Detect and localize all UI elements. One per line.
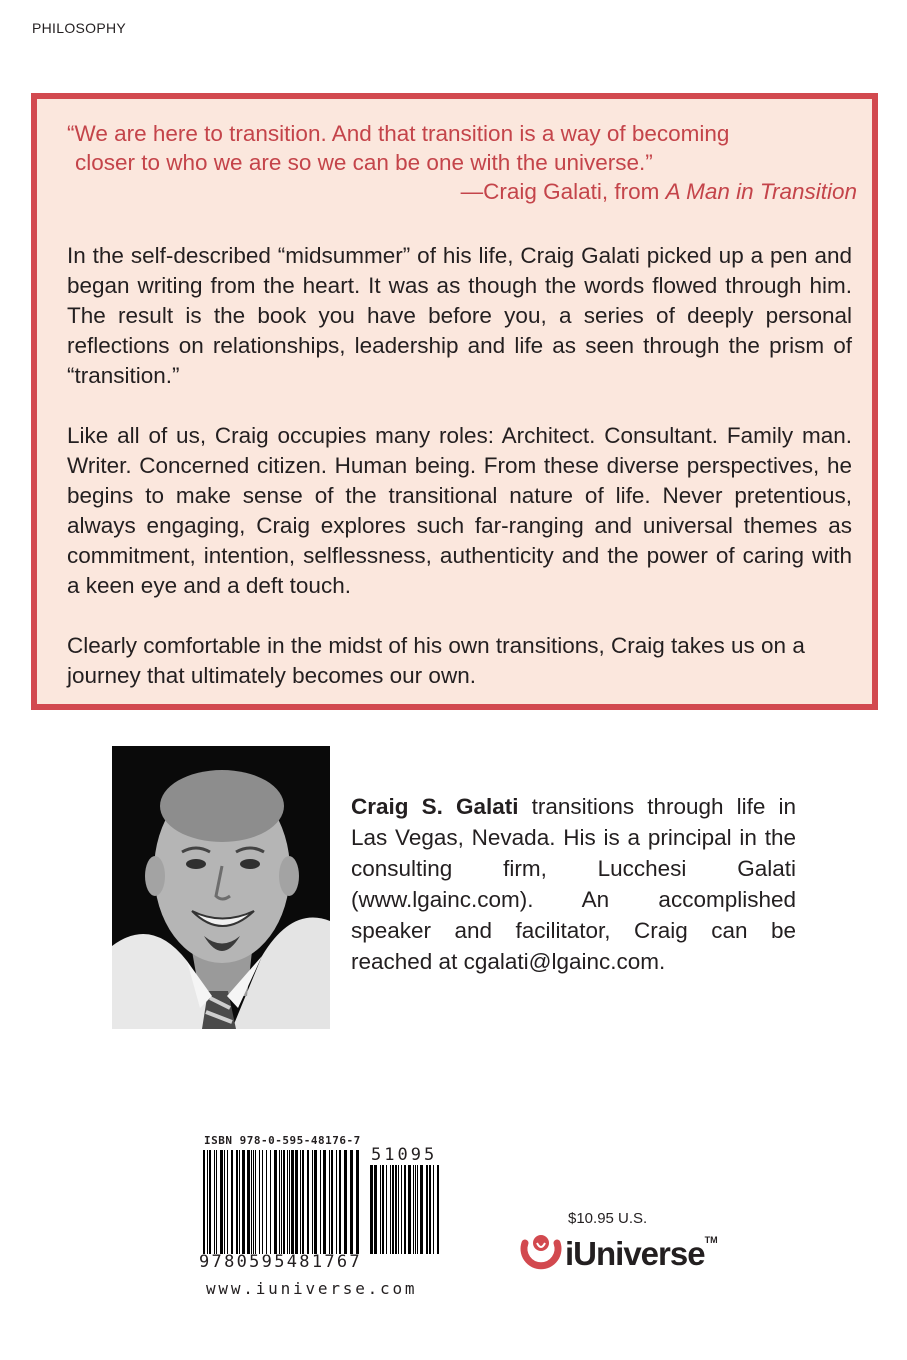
- price-label: $10.95 U.S.: [568, 1210, 648, 1227]
- barcode-bar: [220, 1150, 223, 1254]
- barcode-bar: [433, 1165, 434, 1254]
- author-bio-text: transitions through life in Las Vegas, Nevada. His is a principal in the consulting firm, Lucchesi Galati (www.lgainc.com). An accomplished speaker and facilitator, Craig can be reached at cgalati@lgainc.com.: [351, 794, 796, 974]
- barcode-bar: [300, 1150, 301, 1254]
- barcode-bar: [415, 1165, 416, 1254]
- quote-book-title: A Man in Transition: [665, 179, 857, 204]
- quote-attribution-prefix: —Craig Galati, from: [460, 179, 666, 204]
- barcode-bar: [251, 1150, 252, 1254]
- barcode-bar: [350, 1150, 353, 1254]
- trademark: TM: [704, 1235, 718, 1245]
- publisher-website: www.iuniverse.com: [206, 1279, 418, 1298]
- barcode-bar: [214, 1150, 215, 1254]
- author-photo: [112, 746, 330, 1029]
- barcode-bar: [227, 1150, 228, 1254]
- barcode-bar: [380, 1165, 381, 1254]
- barcode-bar: [259, 1150, 260, 1254]
- barcode-bar: [429, 1165, 431, 1254]
- blurb-box: [31, 93, 878, 710]
- quote-line-2: closer to who we are so we can be one with the universe.”: [75, 150, 653, 175]
- barcode-bar: [426, 1165, 428, 1254]
- barcode-bar: [370, 1165, 373, 1254]
- iuniverse-logo-icon: [519, 1231, 563, 1277]
- barcode-bar: [307, 1150, 309, 1254]
- barcode-bar: [224, 1150, 225, 1254]
- isbn-barcode: [203, 1150, 361, 1254]
- barcode-bar: [262, 1150, 263, 1254]
- barcode-bar: [266, 1150, 267, 1254]
- barcode-bar: [323, 1150, 326, 1254]
- price-addon-barcode: [370, 1165, 440, 1254]
- barcode-bar: [291, 1150, 294, 1254]
- barcode-bar: [242, 1150, 245, 1254]
- barcode-bar: [279, 1150, 280, 1254]
- barcode-bar: [209, 1150, 211, 1254]
- author-bio: [351, 791, 796, 977]
- barcode-bar: [302, 1150, 304, 1254]
- barcode-bar: [356, 1150, 359, 1254]
- description-paragraph-2: Like all of us, Craig occupies many roles: Architect. Consultant. Family man. Writer. Concerned citizen. Human being. From these diverse perspectives, he begins to make sense of the transitional nature of life. Never pretentious, always engaging, Craig explores such far-ranging and universal themes as commitment, intention, selflessness, authenticity and the power of caring with a keen eye and a deft touch.: [67, 423, 852, 598]
- barcode-bar: [216, 1150, 217, 1254]
- description-paragraph-1: In the self-described “midsummer” of his life, Craig Galati picked up a pen and began writing from the heart. It was as though the words flowed through him. The result is the book you have before you, a series of deeply personal reflections on relationships, leadership and life as seen through the prism of “transition.”: [67, 243, 852, 388]
- barcode-bar: [295, 1150, 298, 1254]
- barcode-bar: [247, 1150, 250, 1254]
- barcode-bar: [331, 1150, 333, 1254]
- barcode-bar: [236, 1150, 238, 1254]
- barcode-bar: [203, 1150, 205, 1254]
- barcode-bar: [207, 1150, 208, 1254]
- barcode-bar: [374, 1165, 377, 1254]
- barcode-bar: [287, 1150, 288, 1254]
- category-label: PHILOSOPHY: [32, 20, 127, 36]
- barcode-bar: [437, 1165, 439, 1254]
- barcode-bar: [420, 1165, 423, 1254]
- barcode-bar: [289, 1150, 290, 1254]
- barcode-bar: [390, 1165, 391, 1254]
- barcode-bar: [417, 1165, 418, 1254]
- barcode-bar: [253, 1150, 254, 1254]
- description-paragraph-3: Clearly comfortable in the midst of his own transitions, Craig takes us on a journey that ultimately becomes our own.: [67, 633, 805, 688]
- isbn-label: ISBN 978-0-595-48176-7: [204, 1134, 361, 1147]
- barcode-bar: [392, 1165, 394, 1254]
- author-name: Craig S. Galati: [351, 794, 519, 819]
- quote-line-1: “We are here to transition. And that transition is a way of becoming: [67, 121, 730, 146]
- barcode-bar: [336, 1150, 337, 1254]
- barcode-bar: [320, 1150, 321, 1254]
- barcode-bar: [314, 1150, 317, 1254]
- barcode-bar: [283, 1150, 285, 1254]
- quote-attribution: [67, 177, 857, 206]
- barcode-bar: [413, 1165, 414, 1254]
- epigraph-quote: [67, 119, 857, 206]
- barcode-bar: [398, 1165, 399, 1254]
- barcode-bar: [281, 1150, 282, 1254]
- barcode-bar: [344, 1150, 347, 1254]
- barcode-bar: [395, 1165, 397, 1254]
- publisher-name: [565, 1235, 718, 1273]
- iuniverse-logo: [519, 1231, 719, 1281]
- barcode-bar: [382, 1165, 384, 1254]
- barcode-bar: [231, 1150, 233, 1254]
- barcode-bar: [404, 1165, 406, 1254]
- barcode-bar: [255, 1150, 256, 1254]
- publisher-name-text: iUniverse: [565, 1235, 705, 1272]
- barcode-bar: [312, 1150, 313, 1254]
- barcode-bar: [274, 1150, 277, 1254]
- barcode-digits: 9780595481767: [199, 1252, 362, 1272]
- barcode-bar: [401, 1165, 402, 1254]
- barcode-bar: [339, 1150, 341, 1254]
- barcode-bar: [408, 1165, 411, 1254]
- barcode-bar: [270, 1150, 271, 1254]
- barcode-bar: [239, 1150, 240, 1254]
- price-addon-digits: 51095: [371, 1145, 438, 1165]
- barcode-bar: [386, 1165, 387, 1254]
- barcode-bar: [329, 1150, 330, 1254]
